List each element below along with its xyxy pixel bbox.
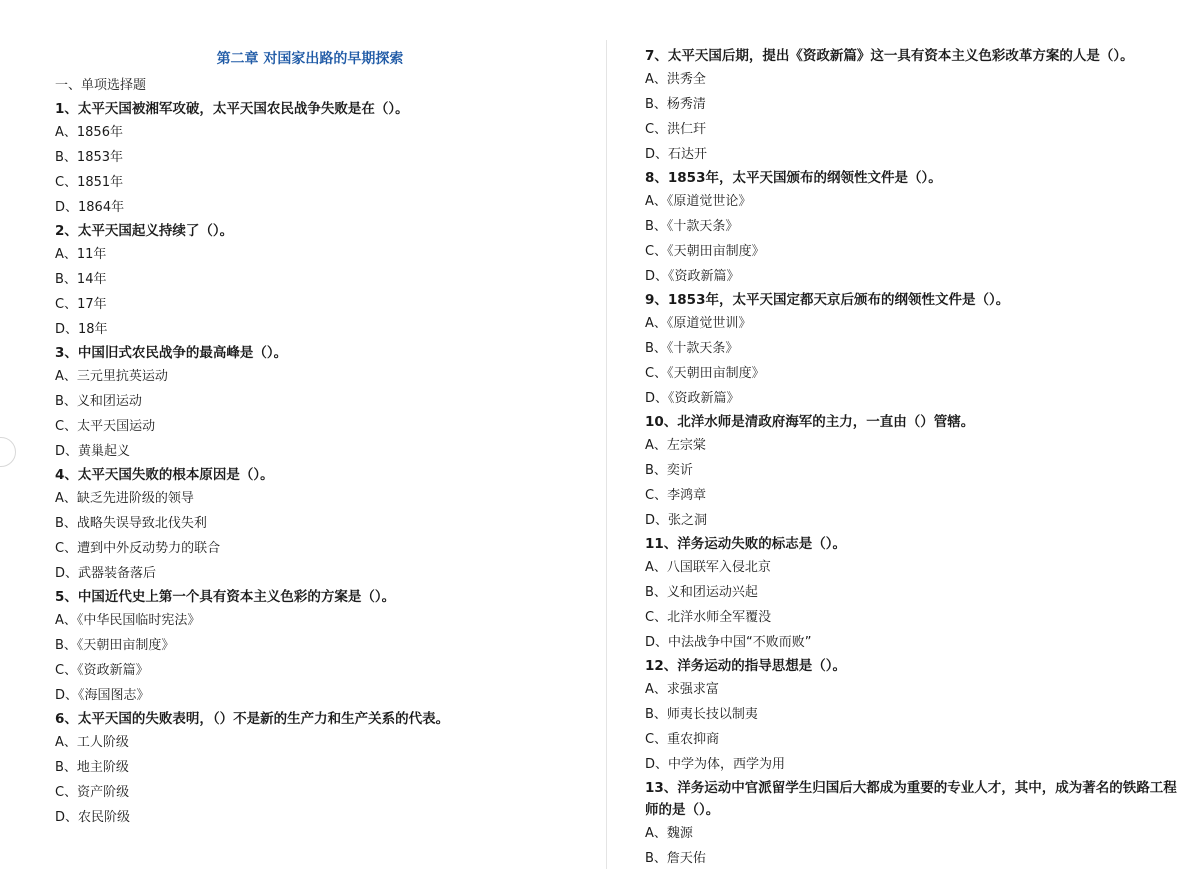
answer-option: D、《资政新篇》 — [645, 269, 740, 284]
question-stem: 7、太平天国后期，提出《资政新篇》这一具有资本主义色彩改革方案的人是（）。 — [645, 48, 1134, 64]
answer-option: D、《资政新篇》 — [645, 391, 740, 406]
answer-option: B、奕䜣 — [645, 463, 693, 478]
answer-option: C、重农抑商 — [645, 732, 720, 747]
answer-option: A、《原道觉世训》 — [645, 316, 752, 331]
question-block — [645, 655, 1190, 777]
question-stem: 13、洋务运动中官派留学生归国后大都成为重要的专业人才，其中，成为著名的铁路工程师的是（）。 — [645, 780, 1177, 818]
answer-option: A、《中华民国临时宪法》 — [55, 613, 201, 628]
answer-option: D、中法战争中国“不败而败” — [645, 635, 812, 650]
question-block — [55, 464, 585, 586]
question-stem: 6、太平天国的失败表明，（）不是新的生产力和生产关系的代表。 — [55, 711, 450, 727]
answer-option: A、1856年 — [55, 125, 123, 140]
answer-option: C、遭到中外反动势力的联合 — [55, 541, 221, 556]
answer-option: B、师夷长技以制夷 — [645, 707, 758, 722]
answer-option: D、张之洞 — [645, 513, 708, 528]
answer-option: B、战略失误导致北伐失利 — [55, 516, 207, 531]
answer-option: B、詹天佑 — [645, 851, 706, 866]
question-block — [55, 586, 585, 708]
question-stem: 10、北洋水师是清政府海军的主力，一直由（）管辖。 — [645, 414, 975, 430]
answer-option: A、求强求富 — [645, 682, 719, 697]
answer-option: D、《海国图志》 — [55, 688, 150, 703]
question-block — [645, 167, 1190, 289]
answer-option: C、洪仁玕 — [645, 122, 707, 137]
question-block — [55, 342, 585, 464]
section-heading: 一、单项选择题 — [55, 78, 147, 93]
answer-option: A、《原道觉世论》 — [645, 194, 752, 209]
question-block — [645, 777, 1190, 871]
question-stem: 2、太平天国起义持续了（）。 — [55, 223, 234, 239]
answer-option: C、《天朝田亩制度》 — [645, 244, 765, 259]
question-block — [645, 533, 1190, 655]
column-divider — [606, 40, 607, 869]
answer-option: A、缺乏先进阶级的领导 — [55, 491, 194, 506]
answer-option: B、《十款天条》 — [645, 219, 739, 234]
question-block — [645, 289, 1190, 411]
answer-option: B、14年 — [55, 272, 107, 287]
answer-option: B、1853年 — [55, 150, 124, 165]
left-question-list — [55, 98, 585, 830]
answer-option: B、杨秀清 — [645, 97, 706, 112]
answer-option: C、17年 — [55, 297, 107, 312]
answer-option: C、李鸿章 — [645, 488, 707, 503]
answer-option: A、魏源 — [645, 826, 693, 841]
question-stem: 1、太平天国被湘军攻破，太平天国农民战争失败是在（）。 — [55, 101, 409, 117]
answer-option: C、资产阶级 — [55, 785, 130, 800]
answer-option: A、洪秀全 — [645, 72, 706, 87]
question-block — [645, 45, 1190, 167]
question-block — [55, 708, 585, 830]
question-block — [55, 220, 585, 342]
question-block — [645, 411, 1190, 533]
question-stem: 11、洋务运动失败的标志是（）。 — [645, 536, 847, 552]
question-block — [55, 98, 585, 220]
answer-option: B、义和团运动兴起 — [645, 585, 758, 600]
answer-option: A、11年 — [55, 247, 107, 262]
answer-option: B、义和团运动 — [55, 394, 142, 409]
question-stem: 12、洋务运动的指导思想是（）。 — [645, 658, 847, 674]
answer-option: A、三元里抗英运动 — [55, 369, 168, 384]
chapter-title: 第二章 对国家出路的早期探索 — [216, 51, 404, 67]
answer-option: B、《十款天条》 — [645, 341, 739, 356]
answer-option: C、太平天国运动 — [55, 419, 156, 434]
question-stem: 4、太平天国失败的根本原因是（）。 — [55, 467, 274, 483]
question-stem: 9、1853年，太平天国定都天京后颁布的纲领性文件是（）。 — [645, 292, 1010, 308]
question-stem: 3、中国旧式农民战争的最高峰是（）。 — [55, 345, 288, 361]
answer-option: A、左宗棠 — [645, 438, 706, 453]
answer-option: A、工人阶级 — [55, 735, 129, 750]
answer-option: C、北洋水师全军覆没 — [645, 610, 772, 625]
answer-option: C、《资政新篇》 — [55, 663, 149, 678]
answer-option: D、武器装备落后 — [55, 566, 157, 581]
answer-option: D、中学为体，西学为用 — [645, 757, 786, 772]
answer-option: D、农民阶级 — [55, 810, 131, 825]
answer-option: D、1864年 — [55, 200, 125, 215]
answer-option: B、《天朝田亩制度》 — [55, 638, 175, 653]
answer-option: D、黄巢起义 — [55, 444, 131, 459]
page-edge-handle[interactable] — [0, 437, 16, 467]
question-stem: 8、1853年，太平天国颁布的纲领性文件是（）。 — [645, 170, 942, 186]
answer-option: A、八国联军入侵北京 — [645, 560, 771, 575]
answer-option: C、1851年 — [55, 175, 124, 190]
question-stem: 5、中国近代史上第一个具有资本主义色彩的方案是（）。 — [55, 589, 396, 605]
answer-option: B、地主阶级 — [55, 760, 129, 775]
right-question-list — [645, 45, 1190, 871]
answer-option: D、18年 — [55, 322, 108, 337]
answer-option: C、《天朝田亩制度》 — [645, 366, 765, 381]
answer-option: D、石达开 — [645, 147, 708, 162]
